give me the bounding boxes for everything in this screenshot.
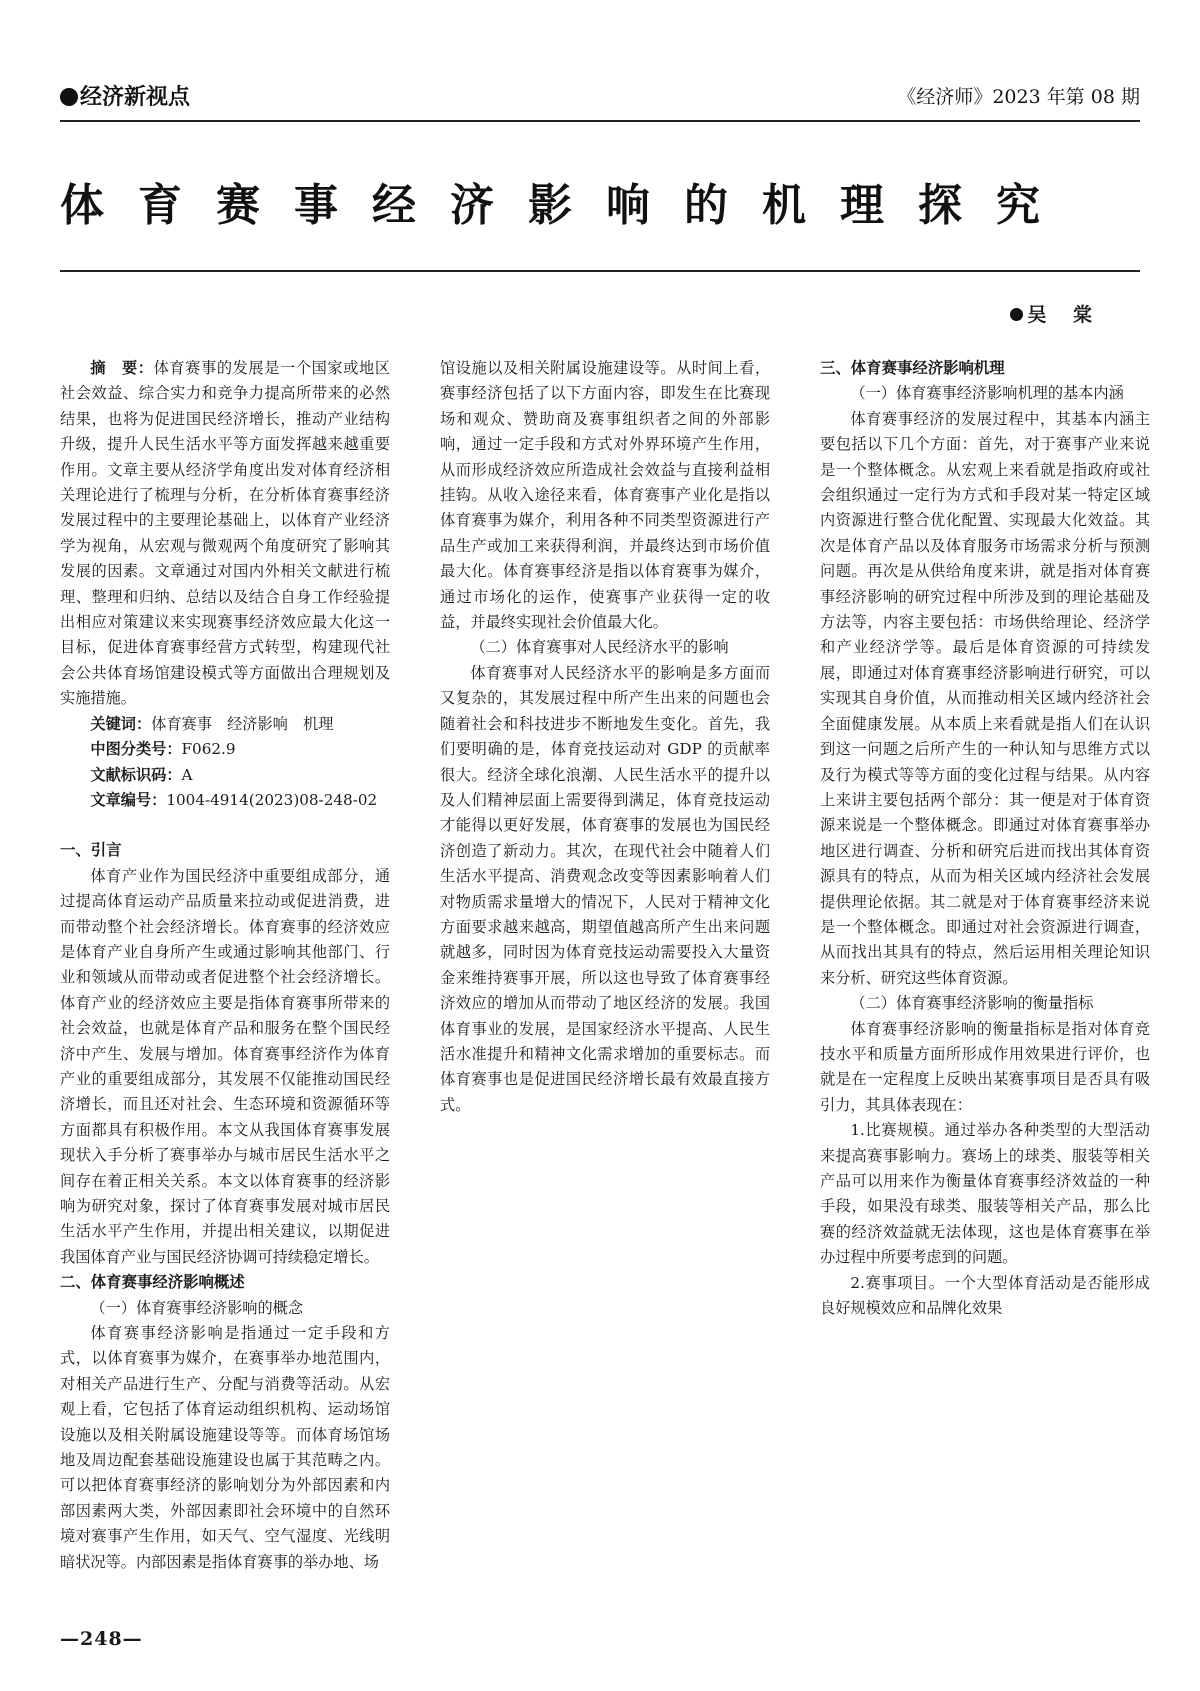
- section-heading: 二、体育赛事经济影响概述: [60, 1273, 245, 1292]
- journal-issue: 《经济师》2023 年第 08 期: [897, 86, 1140, 108]
- title-divider: [60, 270, 1140, 272]
- running-header: [60, 74, 1140, 114]
- body-paragraph: 体育赛事经济影响的衡量指标是指对体育竞技水平和质量方面所形成作用效果进行评价，也就是在一定程度上反映出某赛事项目是否具有吸引力，其具体表现在：: [820, 1019, 1150, 1114]
- subsection-heading: （一）体育赛事经济影响的概念: [90, 1298, 304, 1317]
- document-code: 文献标识码：A: [90, 765, 193, 784]
- clc-number: 中图分类号：F062.9: [90, 740, 236, 759]
- body-paragraph: 体育赛事经济影响是指通过一定手段和方式，以体育赛事为媒介，在赛事举办地范围内，对相关产品进行生产、分配与消费等活动。从宏观上看，它包括了体育运动组织机构、运动场馆设施以及相关附属设施建设等等。而体育场馆场地及周边配套基础设施建设也属于其范畴之内。可以把体育赛事经济的影响划分为外部因素和内部因素两大类，外部因素即社会环境中的自然环境对赛事产生作用，如天气、空气湿度、光线明暗状况等。内部因素是指体育赛事的举办地、场: [60, 1324, 390, 1571]
- section-heading: 一、引言: [60, 841, 122, 860]
- body-paragraph-continued: 馆设施以及相关附属设施建设等。从时间上看，赛事经济包括了以下方面内容，即发生在比赛现场和观众、赞助商及赛事组织者之间的外部影响，通过一定手段和方式对外界环境产生作用，从而形成经济效应所造成社会效益与直接利益相挂钩。从收入途径来看，体育赛事产业化是指以体育赛事为媒介，利用各种不同类型资源进行产品生产或加工来获得利润，并最终达到市场价值最大化。体育赛事经济是指以体育赛事为媒介，通过市场化的运作，使赛事产业获得一定的收益，并最终实现社会价值最大化。: [440, 359, 770, 632]
- article-number: 文章编号：1004-4914(2023)08-248-02: [90, 790, 378, 809]
- section-heading: 三、体育赛事经济影响机理: [820, 359, 1005, 377]
- body-paragraph: 体育赛事对人民经济水平的影响是多方面而又复杂的，其发展过程中所产生出来的问题也会随着社会和科技进步不断地发生变化。首先，我们要明确的是，体育竞技运动对 GDP 的贡献率很大。经济全球化浪潮、人民生活水平的提升以及人们精神层面上需要得到满足，体育竞技运动才能得以更好发展，体育赛事的发展也为国民经济创造了新动力。其次，在现代社会中随着人们生活水平提高、消费观念改变等因素影响着人们对物质需求量增大的情况下，人民对于精神文化方面要求越来越高，期望值越高所产生出来问题就越多，同时因为体育竞技运动需要投入大量资金来维持赛事开展，所以这也导致了体育赛事经济效应的增加从而带动了地区经济的发展。我国体育事业的发展，是国家经济水平提高、人民生活水准提升和精神文化需求增加的重要标志。而体育赛事也是促进国民经济增长最有效最直接方式。: [440, 663, 770, 1114]
- body-paragraph: 体育产业作为国民经济中重要组成部分，通过提高体育运动产品质量来拉动或促进消费，进而带动整个社会经济增长。体育赛事的经济效应是体育产业自身所产生或通过影响其他部门、行业和领域从而带动或者促进整个社会经济增长。体育产业的经济效应主要是指体育赛事所带来的社会效益，也就是体育产品和服务在整个国民经济中产生、发展与增加。体育赛事经济作为体育产业的重要组成部分，其发展不仅能推动国民经济增长，而且还对社会、生态环境和资源循环等方面都具有积极作用。本文从我国体育赛事发展现状入手分析了赛事举办与城市居民生活水平之间存在着正相关关系。本文以体育赛事的经济影响为研究对象，探讨了体育赛事发展对城市居民生活水平产生作用，并提出相关建议，以期促进我国体育产业与国民经济协调可持续稳定增长。: [60, 866, 390, 1266]
- abstract-text: 体育赛事的发展是一个国家或地区社会效益、综合实力和竞争力提高所带来的必然结果，也将为促进国民经济增长，推动产业结构升级，提升人民生活水平等方面发挥越来越重要作用。文章主要从经济学角度出发对体育经济相关理论进行了梳理与分析，在分析体育赛事经济发展过程中的主要理论基础上，以体育产业经济学为视角，从宏观与微观两个角度研究了影响其发展的因素。文章通过对国内外相关文献进行梳理、整理和归纳、总结以及结合自身工作经验提出相应对策建议来实现赛事经济效应最大化这一目标，促进体育赛事经营方式转型，构建现代社会公共体育场馆建设模式等方面做出合理规划及实施措施。: [60, 359, 391, 708]
- abstract: 摘 要：体育赛事的发展是一个国家或地区社会效益、综合实力和竞争力提高所带来的必然结果，也将为促进国民经济增长，推动产业结构升级，提升人民生活水平等方面发挥越来越重要作用。文章主要从经济学角度出发对体育经济相关理论进行了梳理与分析，在分析体育赛事经济发展过程中的主要理论基础上，以体育产业经济学为视角，从宏观与微观两个角度研究了影响其发展的因素。文章通过对国内外相关文献进行梳理、整理和归纳、总结以及结合自身工作经验提出相应对策建议来实现赛事经济效应最大化这一目标，促进体育赛事经营方式转型，构建现代社会公共体育场馆建设模式等方面做出合理规划及实施措施。: [60, 359, 391, 708]
- keywords: 关键词：体育赛事 经济影响 机理: [90, 714, 334, 733]
- abstract-label: 摘 要: [90, 359, 138, 377]
- header-divider: [60, 120, 1140, 122]
- author: 吴 棠: [1010, 300, 1102, 327]
- bullet-icon: [60, 88, 78, 106]
- subsection-heading: （二）体育赛事对人民经济水平的影响: [470, 638, 729, 657]
- column-3: [820, 356, 1150, 1321]
- body-paragraph: 体育赛事经济的发展过程中，其基本内涵主要包括以下几个方面：首先，对于赛事产业来说是一个整体概念。从宏观上来看就是指政府或社会组织通过一定行为方式和手段对某一特定区域内资源进行整合优化配置、实现最大化效益。其次是体育产品以及体育服务市场需求分析与预测问题。再次是从供给角度来讲，就是指对体育赛事经济影响的研究过程中所涉及到的理论基础及方法等，内容主要包括：市场供给理论、经济学和产业经济学等。最后是体育资源的可持续发展，即通过对体育赛事经济影响进行研究，可以实现其自身价值，从而推动相关区域内经济社会全面健康发展。从本质上来看就是指人们在认识到这一问题之后所产生的一种认知与思维方式以及行为模式等等方面的变化过程与结果。从内容上来讲主要包括两个部分：其一便是对于体育资源来说是一个整体概念。即通过对体育赛事举办地区进行调查、分析和研究后进而找出其体育资源具有的特点，从而为相关区域内经济社会发展提供理论依据。其二就是对于体育赛事经济来说是一个整体概念。即通过对社会资源进行调查，从而找出其具有的特点，然后运用相关理论知识来分析、研究这些体育资源。: [820, 409, 1150, 987]
- subsection-heading: （二）体育赛事经济影响的衡量指标: [850, 994, 1094, 1013]
- section-tag: 经济新视点: [60, 80, 190, 111]
- list-item: 2.赛事项目。一个大型体育活动是否能形成良好规模效应和品牌化效果: [820, 1273, 1150, 1318]
- bullet-icon: [1010, 308, 1023, 321]
- list-item: 1.比赛规模。通过举办各种类型的大型活动来提高赛事影响力。赛场上的球类、服装等相关产品可以用来作为衡量体育赛事经济效益的一种手段，如果没有球类、服装等相关产品，那么比赛的经济效益就无法体现，这也是体育赛事在举办过程中所要考虑到的问题。: [820, 1121, 1150, 1267]
- column-1: [60, 356, 390, 1575]
- page-number: —248—: [60, 1628, 143, 1650]
- article-title: 体育赛事经济影响的机理探究: [60, 180, 1074, 231]
- subsection-heading: （一）体育赛事经济影响机理的基本内涵: [850, 384, 1124, 403]
- column-2: [440, 356, 770, 1118]
